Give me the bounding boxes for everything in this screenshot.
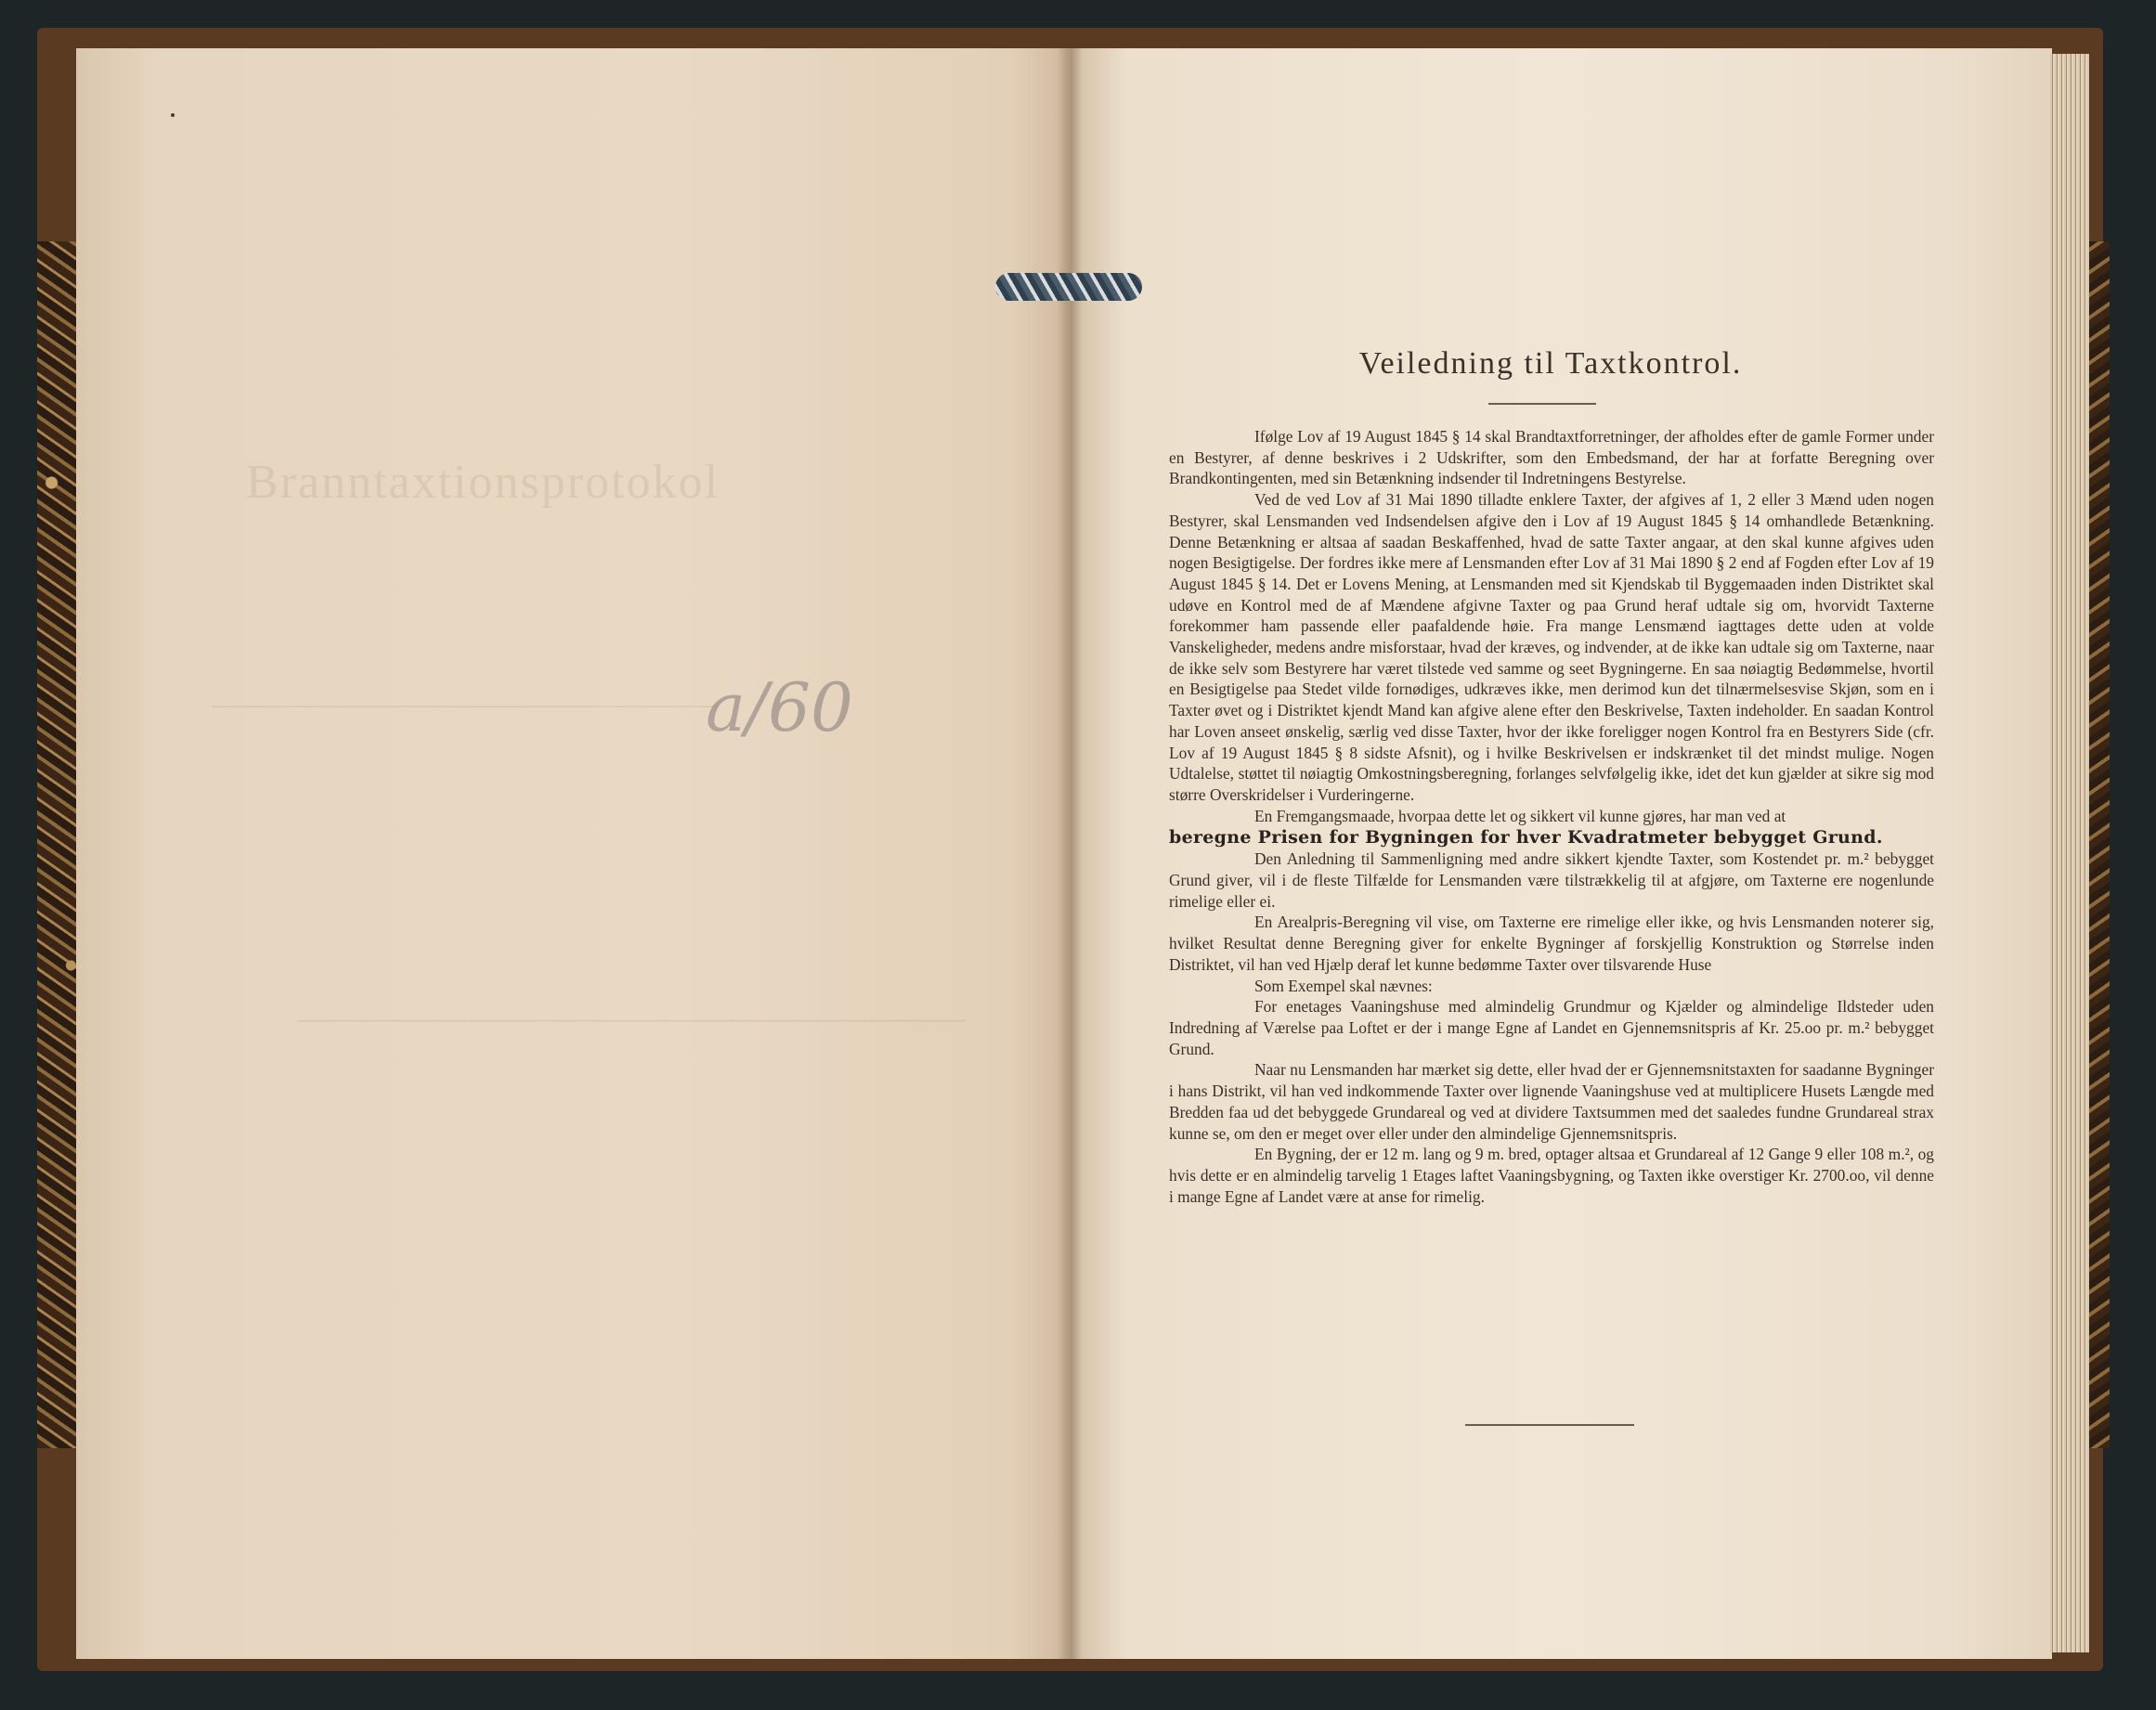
paragraph: Ifølge Lov af 19 August 1845 § 14 skal Brandtaxtforretninger, der afholdes efter de gamle Former under en Bestyrer, af denne beskrives i 2 Udskrifter, som den Embedsmand, der har at forfatte Beregning over Brandkontingenten, med sin Betænkning indsender til Indretningens Bestyrelse.: [1169, 427, 1934, 488]
paragraph: En Arealpris-Beregning vil vise, om Taxterne ere rimelige eller ikke, og hvis Lensmanden noterer sig, hvilket Resultat denne Beregning giver for enkelte Bygninger af forskjellig Konstruktion og Størrelse inden Distriktet, vil han ved Hjælp deraf let kunne bedømme Taxter over tilsvarende Huse: [1169, 913, 1934, 974]
paragraph: Naar nu Lensmanden har mærket sig dette, eller hvad der er Gjennemsnitstaxten for saadanne Bygninger i hans Distrikt, vil han ved indkommende Taxter over lignende Vaaningshuse ved at multiplicere Husets Længde med Bredden faa ud det bebyggede Grundareal og ved at dividere Taxtsummen med det saaledes fundne Grundareal strax kunne se, om den er meget over eller under den almindelige Gjennemsnitspris.: [1169, 1060, 1934, 1143]
end-divider: [1465, 1424, 1634, 1426]
document-body: [1169, 426, 1934, 1207]
page-edges: [2050, 54, 2089, 1652]
title-divider: [1488, 403, 1596, 405]
bleed-through-line: ————————————————————: [297, 999, 966, 1036]
pencil-annotation: a/60: [706, 668, 853, 746]
marbled-cover-right: [2089, 241, 2110, 1448]
emphasis-text: beregne Prisen for Bygningen for hver Kvadratmeter bebygget Grund.: [1169, 827, 1883, 849]
paragraph: Den Anledning til Sammenligning med andre sikkert kjendte Taxter, som Kostendet pr. m.² bebygget Grund giver, vil i de fleste Tilfælde for Lensmanden være tilstrækkelig til at afgjøre, om Taxterne ere nogenlunde rimelige eller ei.: [1169, 849, 1934, 911]
bleed-through-title: Branntaxtionsprotokol: [246, 456, 720, 509]
paragraph: [1169, 806, 1934, 849]
paragraph: Ved de ved Lov af 31 Mai 1890 tilladte enklere Taxter, der afgives af 1, 2 eller 3 Mænd uden nogen Bestyrer, skal Lensmanden ved Indsendelsen afgive den i Lov af 19 August 1845 § 14 omhandlede Betænkning. Denne Betænkning er altsaa af saadan Beskaffenhed, hvad de satte Taxter angaar, at den skal kunne afgives uden nogen Besigtigelse. Der fordres ikke mere af Lensmanden efter Lov af 31 Mai 1890 § 2 end af Fogden efter Lov af 19 August 1845 § 14. Det er Lovens Mening, at Lensmanden med sit Kjendskab til Byggemaaden inden Distriktet skal udøve en Kontrol med de af Mændene afgivne Taxter og paa Grund heraf udtale sig om, hvorvidt Taxterne forekommer ham passende eller paafaldende høie. Fra mange Lensmænd iagttages dette uden at volde Vanskeligheder, medens andre misforstaar, hvad der kræves, og indvender, at de ikke kan udtale sig om Taxterne, naar de ikke selv som Bestyrere har været tilstede ved samme og seet Bygningerne. En saa nøiagtig Bedømmelse, hvortil en Besigtigelse paa Stedet vilde fornødiges, udkræves ikke, men derimod kun det tilnærmelsesvise Skjøn, som en i Taxter øvet og i Distriktet kjendt Mand kan afgive alene efter den Beskrivelse, Taxten indeholder. En saadan Kontrol har Loven anseet ønskelig, særlig ved disse Taxter, hvor der ikke foreligger nogen Kontrol fra en Bestyrers Side (cfr. Lov af 19 August 1845 § 8 sidste Afsnit), og i hvilke Beskrivelsen er indskrænket til det mindst mulige. Nogen Udtalelse, støttet til nøiagtig Omkostningsberegning, forlanges selvfølgelig ikke, idet det kun gjælder at sikre sig mod større Overskridelser i Vurderingerne.: [1169, 490, 1934, 804]
page-title: Veiledning til Taxtkontrol.: [1358, 346, 1743, 381]
paragraph: Som Exempel skal nævnes:: [1254, 976, 1433, 995]
left-page: [76, 48, 1068, 1659]
paragraph-text: En Fremgangsmaade, hvorpaa dette let og sikkert vil kunne gjøres, har man ved at: [1254, 806, 1786, 825]
paragraph: For enetages Vaaningshuse med almindelig Grundmur og Kjælder og almindelige Ildsteder uden Indredning af Værelse paa Loftet er der i mange Egne af Landet en Gjennemsnitspris af Kr. 25.oo pr. m.² bebygget Grund.: [1169, 997, 1934, 1058]
paragraph: En Bygning, der er 12 m. lang og 9 m. bred, optager altsaa et Grundareal af 12 Gange 9 eller 108 m.², og hvis dette er en almindelig tarvelig 1 Etages laftet Vaaningsbygning, og Taxten ikke overstiger Kr. 2700.oo, vil denne i mange Egne af Landet være at anse for rimelig.: [1169, 1145, 1934, 1206]
bleed-through-line: ————————————————: [212, 687, 717, 721]
page-speck: [171, 113, 175, 117]
binding-thread: [995, 273, 1142, 301]
